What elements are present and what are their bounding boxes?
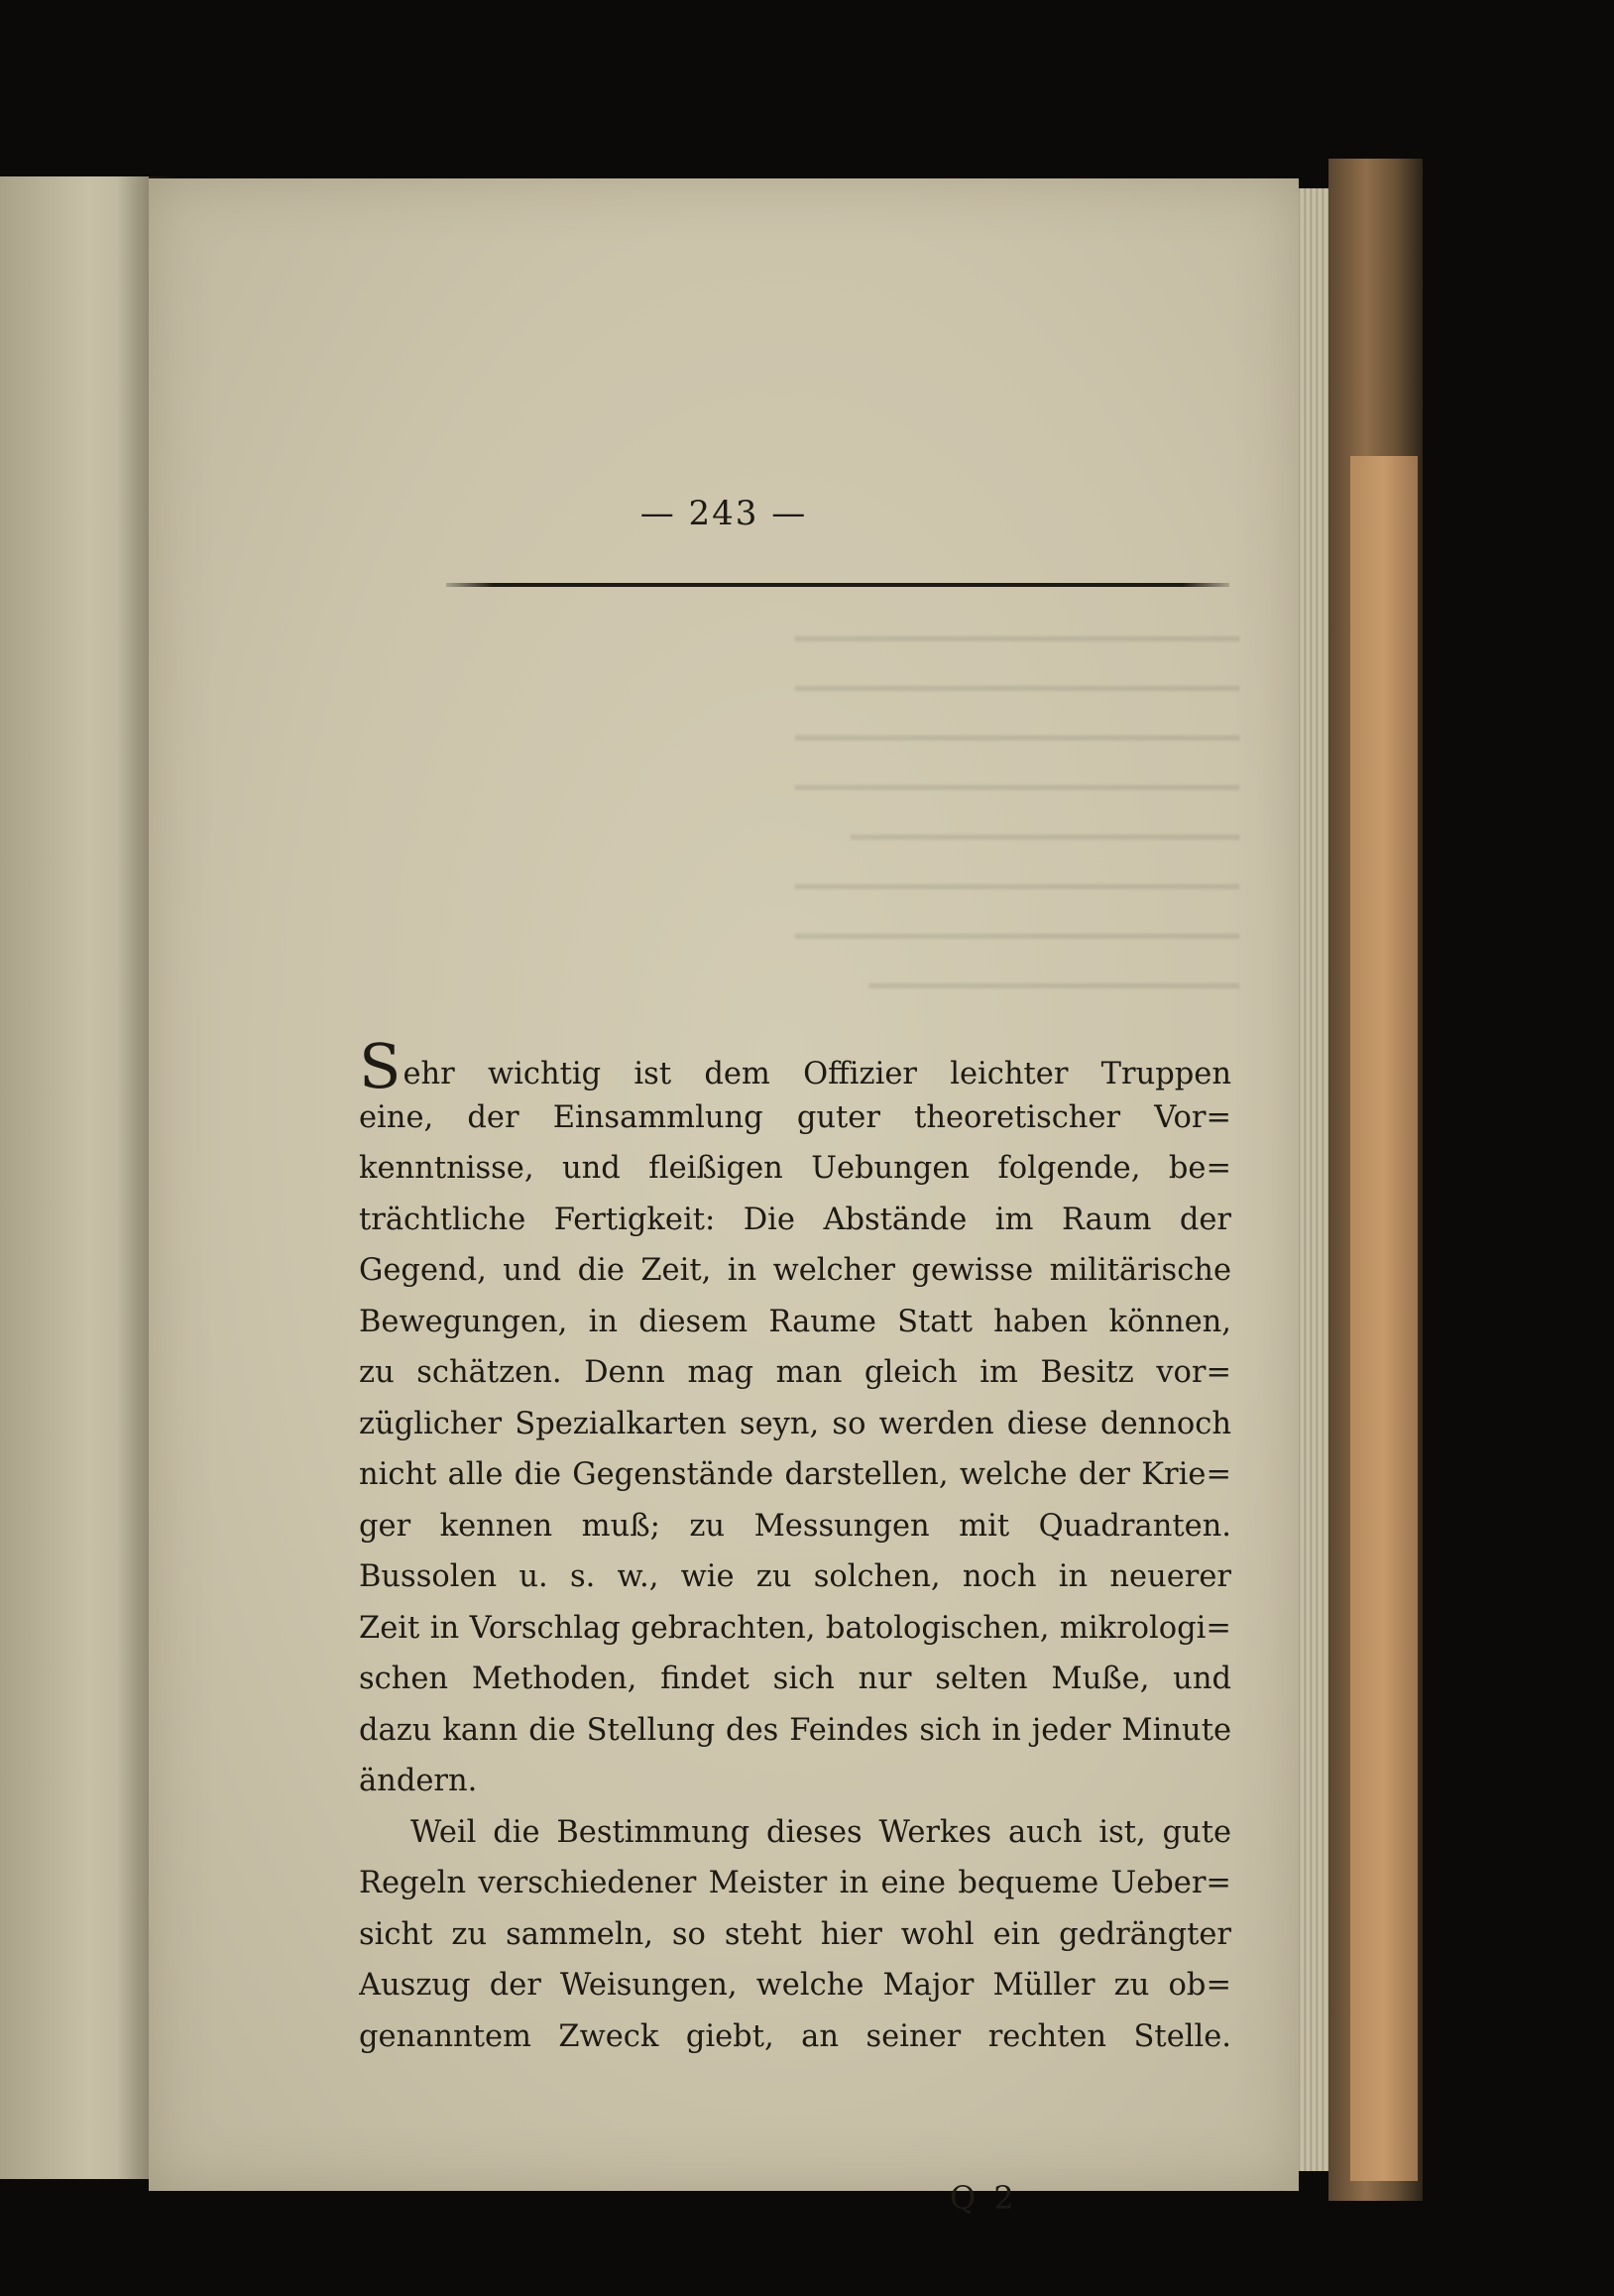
text-line-7: zu schätzen. Denn mag man gleich im Besitz vor= [359,1355,1231,1390]
text-line-9: nicht alle die Gegenstände darstellen, welche der Krie= [359,1457,1231,1492]
initial-letter: S [359,1041,402,1092]
signature-mark: Q 2 [950,2179,1018,2217]
header-rule [446,583,1229,587]
text-line-13: schen Methoden, findet sich nur selten Muße, und [359,1662,1231,1696]
text-line-15: ändern. [359,1764,478,1798]
text-line-19: Auszug der Weisungen, welche Major Müller zu ob= [359,1968,1231,2003]
text-line-12: Zeit in Vorschlag gebrachten, batologischen, mikrologi= [359,1610,1231,1646]
text-line-11: Bussolen u. s. w., wie zu solchen, noch in neuerer [359,1559,1231,1594]
text-line-8: züglicher Spezialkarten seyn, so werden diese dennoch [359,1406,1231,1441]
text-line-1: Sehr wichtig ist dem Offizier leichter Truppen [359,1041,1231,1092]
text-line-16: Weil die Bestimmung dieses Werkes auch ist, gute [410,1814,1231,1850]
text-line-2: eine, der Einsammlung guter theoretischer Vor= [359,1099,1231,1135]
text-line-20: genanntem Zweck giebt, an seiner rechten Stelle. [359,2018,1231,2054]
text-line-17: Regeln verschiedener Meister in eine bequeme Ueber= [359,1866,1231,1900]
text-line-5: Gegend, und die Zeit, in welcher gewisse militärische [359,1253,1231,1288]
text-line-6: Bewegungen, in diesem Raume Statt haben können, [359,1304,1231,1339]
page-number: — 243 — [639,494,808,533]
text-line-10: ger kennen muß; zu Messungen mit Quadranten. [359,1508,1231,1544]
book-page [149,178,1299,2217]
text-line-4: trächtliche Fertigkeit: Die Abstände im Raum der [359,1202,1231,1237]
show-through-texture: ━━━━━━━━━━━━━━━━━━━━━━━━ ━━━━━━━━━━━━━━━━━━━━━━━━ ━━━━━━━━━━━━━━━━━━━━━━━━ ━━━━━━━━━━━━━━━━━━━━━━━━ ━━━━━━━━━━━━━━━━━━━━━ ━━━━━━━━━━━━━━━━━━━━━━━━ ━━━━━━━━━━━━━━━━━━━━━━━━ ━━━━━━━━━━━━━━━━━━━━ [795,622,1239,1004]
body-text [359,1041,1231,2062]
text-line-14: dazu kann die Stellung des Feindes sich in jeder Minute [359,1712,1231,1748]
text-line-3: kenntnisse, und fleißigen Uebungen folgende, be= [359,1151,1231,1186]
text-line-18: sicht zu sammeln, so steht hier wohl ein gedrängter [359,1916,1231,1952]
cover-board [1350,456,1418,2181]
